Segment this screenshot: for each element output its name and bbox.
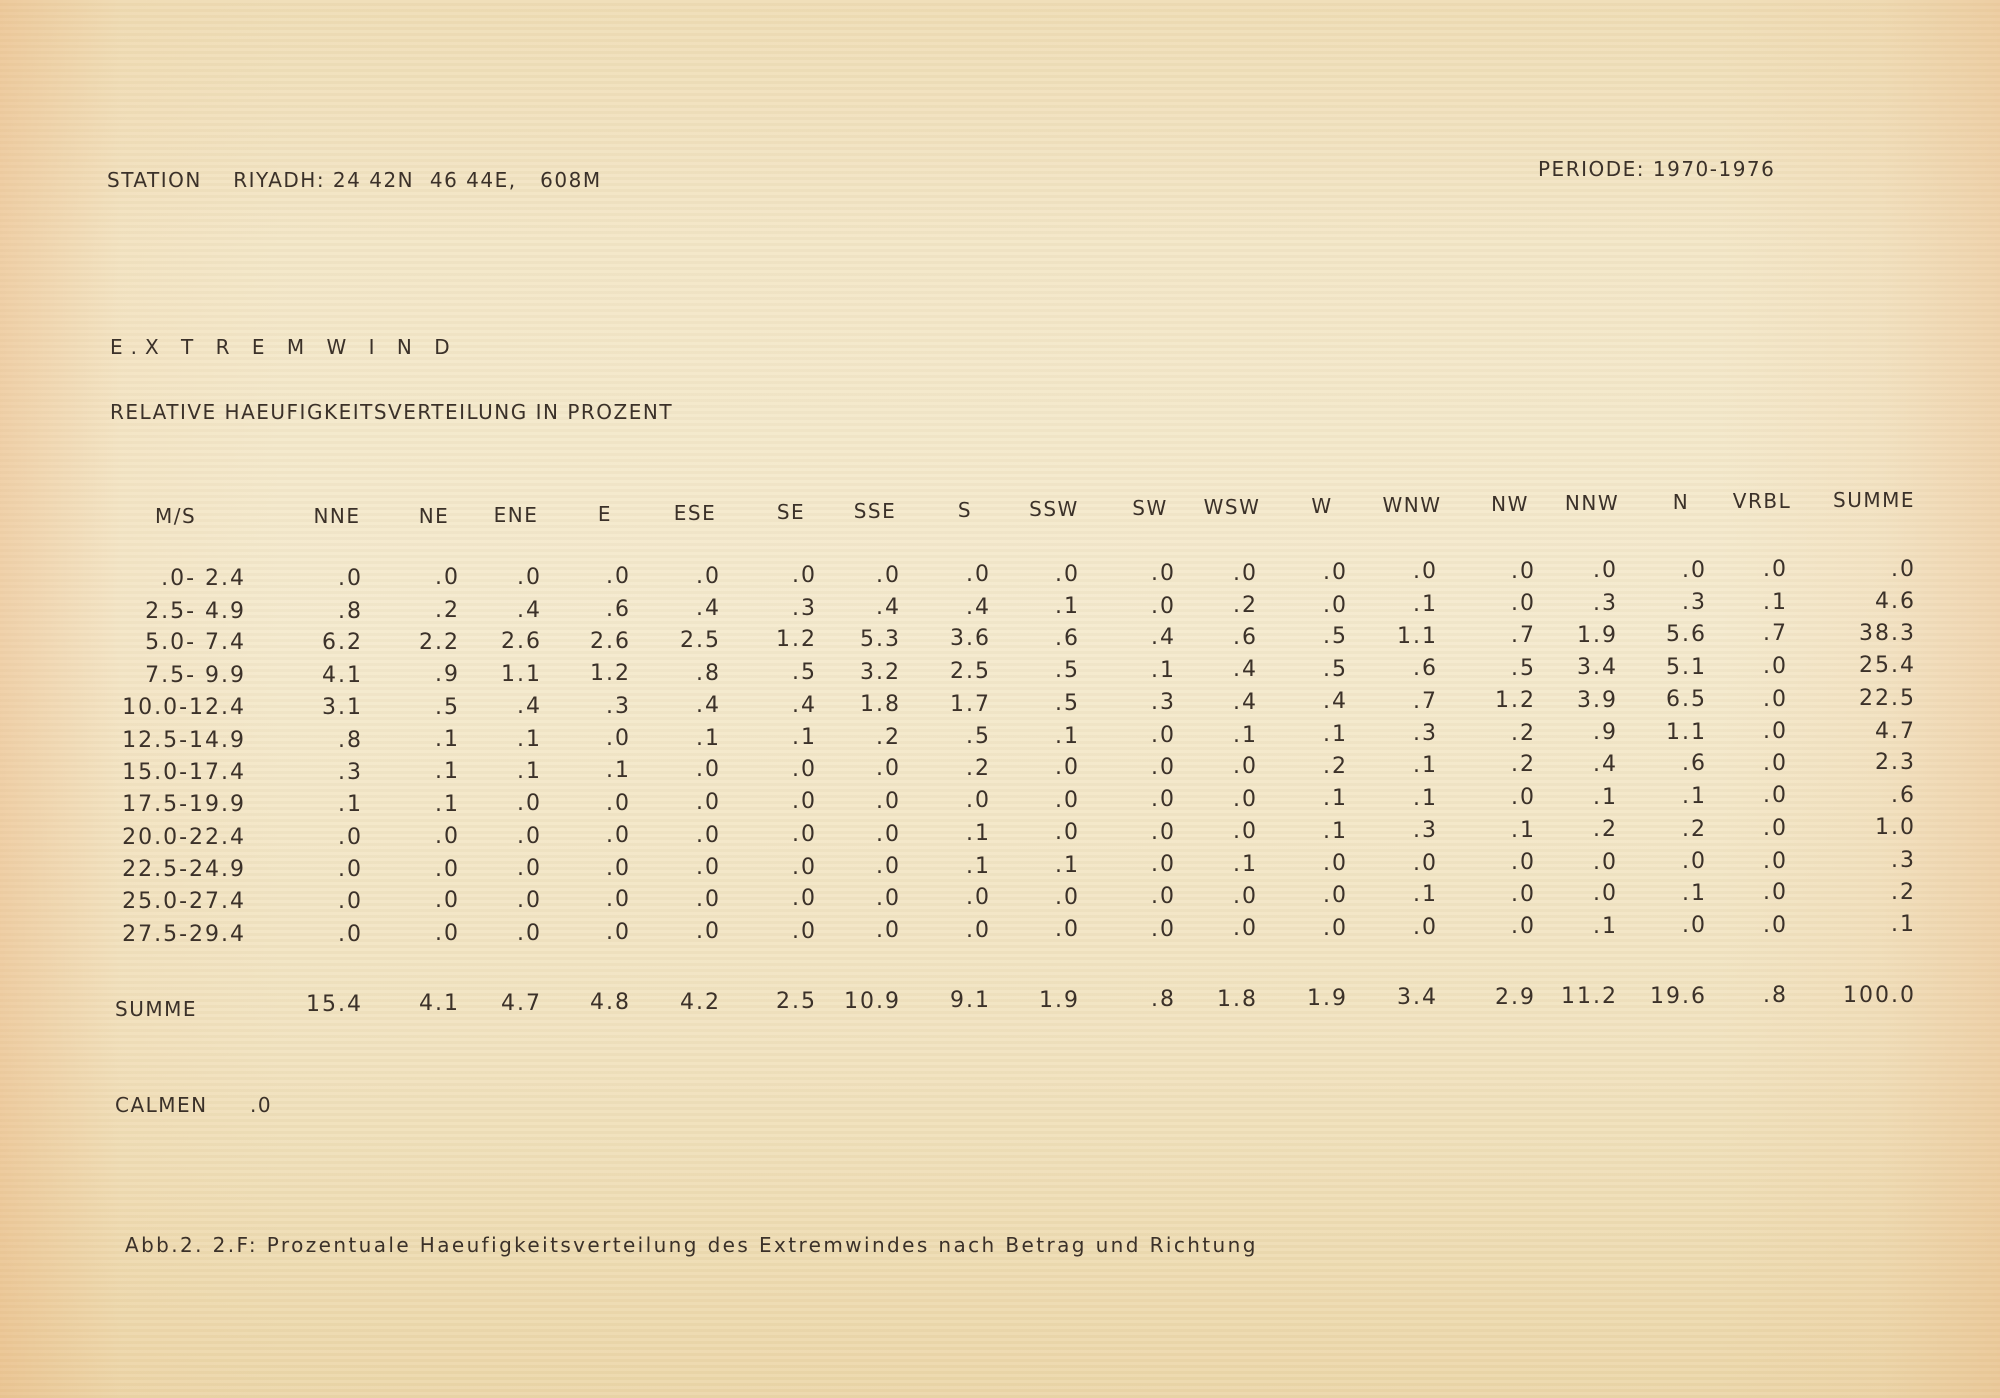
table-cell: .0 (792, 919, 817, 944)
table-cell: 3.1 (322, 695, 363, 720)
table-cell: .0 (435, 857, 460, 882)
table-cell: 2.2 (419, 630, 460, 655)
table-subtitle: RELATIVE HAEUFIGKEITSVERTEILUNG IN PROZENT (110, 400, 674, 424)
summe-cell: 4.2 (680, 990, 721, 1015)
table-cell: .1 (1233, 852, 1258, 877)
table-cell: 1.1 (1666, 720, 1707, 745)
table-cell: .0 (435, 824, 460, 849)
table-cell: .0 (517, 921, 542, 946)
summe-cell: 11.2 (1561, 984, 1618, 1009)
table-cell: 3.4 (1577, 655, 1618, 680)
table-cell: .1 (1413, 882, 1438, 907)
table-cell: .1 (1323, 786, 1348, 811)
table-cell: .0 (1151, 561, 1176, 586)
table-cell: .0 (876, 563, 901, 588)
table-cell: .1 (1763, 590, 1788, 615)
table-cell: .5 (1055, 658, 1080, 683)
table-cell: .2 (435, 598, 460, 623)
table-cell: .1 (1413, 592, 1438, 617)
row-label: 2.5- 4.9 (145, 598, 246, 624)
table-cell: .0 (606, 791, 631, 816)
column-header: ESE (673, 501, 717, 525)
table-cell: .0 (1763, 557, 1788, 582)
table-cell: .0 (1511, 559, 1536, 584)
station-line: STATION RIYADH: 24 42N 46 44E, 608M (107, 168, 602, 192)
table-cell: 5.6 (1666, 622, 1707, 647)
table-cell: .0 (1233, 819, 1258, 844)
table-cell: .0 (1151, 755, 1176, 780)
table-cell: .0 (1151, 820, 1176, 845)
table-cell: .1 (1055, 724, 1080, 749)
table-cell: .0 (696, 564, 721, 589)
table-cell: .0 (1233, 916, 1258, 941)
column-header: E (597, 502, 613, 526)
table-cell: .1 (435, 727, 460, 752)
table-cell: .2 (1593, 817, 1618, 842)
table-cell: .1 (1055, 853, 1080, 878)
table-cell: .0 (876, 756, 901, 781)
table-cell: .8 (338, 599, 363, 624)
table-cell: .0 (606, 887, 631, 912)
table-cell: .1 (696, 726, 721, 751)
table-cell: .0 (966, 885, 991, 910)
calmen-label: CALMEN (115, 1093, 208, 1117)
table-cell: .4 (696, 596, 721, 621)
table-cell: .0 (792, 789, 817, 814)
table-cell: .2 (1891, 880, 1916, 905)
table-cell: .0 (1055, 755, 1080, 780)
table-cell: 1.2 (1495, 688, 1536, 713)
table-cell: .4 (696, 693, 721, 718)
column-header: NNW (1564, 491, 1620, 515)
column-header: SW (1132, 496, 1168, 520)
table-cell: .0 (1763, 719, 1788, 744)
summe-cell: 4.1 (419, 991, 460, 1016)
table-cell: .0 (606, 920, 631, 945)
row-label: 15.0-17.4 (122, 759, 246, 785)
summe-cell: 100.0 (1843, 983, 1916, 1008)
table-cell: .1 (1323, 722, 1348, 747)
table-cell: .3 (792, 596, 817, 621)
table-cell: .5 (435, 695, 460, 720)
summe-cell: 1.9 (1039, 988, 1080, 1013)
table-cell: 2.3 (1875, 750, 1916, 775)
summe-cell: 1.9 (1307, 986, 1348, 1011)
summe-cell: 19.6 (1650, 984, 1707, 1009)
summe-label: SUMME (115, 997, 197, 1021)
table-cell: .5 (1323, 657, 1348, 682)
table-cell: .2 (1233, 593, 1258, 618)
table-cell: .1 (1413, 786, 1438, 811)
table-cell: 25.4 (1859, 653, 1916, 678)
table-cell: .0 (966, 562, 991, 587)
table-cell: .0 (876, 822, 901, 847)
table-cell: .0 (435, 565, 460, 590)
table-cell: .1 (1682, 784, 1707, 809)
table-cell: 1.2 (590, 661, 631, 686)
table-cell: .6 (1682, 751, 1707, 776)
table-cell: .2 (876, 725, 901, 750)
table-cell: 1.2 (776, 627, 817, 652)
table-cell: .7 (1413, 689, 1438, 714)
table-cell: .0 (1763, 783, 1788, 808)
table-cell: .1 (1413, 753, 1438, 778)
table-cell: .9 (1593, 720, 1618, 745)
table-cell: .0 (1151, 852, 1176, 877)
table-cell: .1 (1151, 658, 1176, 683)
row-label: 7.5- 9.9 (145, 662, 246, 688)
column-header: WNW (1382, 493, 1442, 517)
table-cell: .0 (517, 791, 542, 816)
table-cell: .0 (792, 886, 817, 911)
table-cell: .0 (1151, 787, 1176, 812)
table-cell: .1 (435, 792, 460, 817)
summe-cell: 2.5 (776, 989, 817, 1014)
table-cell: .0 (1151, 884, 1176, 909)
table-cell: .0 (1151, 723, 1176, 748)
table-cell: .1 (517, 759, 542, 784)
table-cell: .0 (435, 888, 460, 913)
table-cell: .0 (696, 823, 721, 848)
column-header: SUMME (1833, 488, 1915, 512)
row-label: 12.5-14.9 (122, 728, 246, 753)
table-cell: 1.8 (860, 692, 901, 717)
table-cell: .2 (1511, 752, 1536, 777)
table-cell: 1.1 (501, 662, 542, 687)
table-cell: 2.5 (680, 628, 721, 653)
table-cell: .0 (696, 790, 721, 815)
table-cell: .0 (1763, 880, 1788, 905)
table-cell: .6 (1891, 783, 1916, 808)
table-cell: 4.1 (322, 663, 363, 688)
table-cell: .0 (1763, 687, 1788, 712)
table-cell: .0 (1891, 557, 1916, 582)
table-cell: .5 (1323, 624, 1348, 649)
table-cell: .0 (1511, 882, 1536, 907)
table-cell: .0 (517, 856, 542, 881)
table-cell: .4 (517, 694, 542, 719)
table-cell: 1.9 (1577, 623, 1618, 648)
table-cell: .0 (1323, 593, 1348, 618)
table-cell: .0 (606, 856, 631, 881)
column-header: NW (1491, 492, 1529, 516)
table-cell: .0 (606, 726, 631, 751)
table-cell: .2 (1511, 721, 1536, 746)
table-cell: .0 (1593, 850, 1618, 875)
table-cell: .9 (435, 662, 460, 687)
table-cell: .0 (696, 887, 721, 912)
table-cell: .0 (792, 822, 817, 847)
summe-cell: .8 (1763, 983, 1788, 1008)
table-cell: .8 (338, 728, 363, 753)
table-cell: .0 (1413, 915, 1438, 940)
table-cell: 5.3 (860, 627, 901, 652)
table-cell: .0 (1323, 560, 1348, 585)
table-cell: 1.0 (1875, 815, 1916, 840)
column-header: N (1672, 490, 1690, 514)
table-cell: .0 (1682, 913, 1707, 938)
table-cell: 6.5 (1666, 687, 1707, 712)
summe-cell: 10.9 (844, 989, 901, 1014)
table-cell: 2.6 (501, 629, 542, 654)
column-header: S (957, 498, 973, 522)
table-cell: .0 (1763, 913, 1788, 938)
table-cell: .0 (517, 888, 542, 913)
table-cell: .8 (696, 661, 721, 686)
table-cell: .0 (1413, 559, 1438, 584)
table-cell: .0 (1151, 594, 1176, 619)
table-cell: .0 (696, 757, 721, 782)
summe-cell: 4.7 (501, 991, 542, 1016)
table-cell: .1 (1593, 914, 1618, 939)
table-cell: .1 (1233, 723, 1258, 748)
table-cell: .1 (792, 725, 817, 750)
table-cell: .0 (876, 886, 901, 911)
row-label: 5.0- 7.4 (145, 630, 246, 656)
table-cell: .3 (1413, 721, 1438, 746)
table-cell: 3.2 (860, 660, 901, 685)
table-cell: .0 (1511, 850, 1536, 875)
table-cell: .0 (1055, 562, 1080, 587)
table-cell: .0 (966, 788, 991, 813)
periode-line: PERIODE: 1970-1976 (1538, 157, 1776, 181)
table-cell: .4 (1233, 690, 1258, 715)
table-cell: .0 (1323, 916, 1348, 941)
table-cell: 6.2 (322, 630, 363, 655)
row-label: 27.5-29.4 (122, 921, 246, 947)
row-label: 10.0-12.4 (122, 695, 246, 721)
table-cell: .0 (1682, 849, 1707, 874)
table-cell: .0 (1763, 751, 1788, 776)
table-cell: .6 (1413, 656, 1438, 681)
table-cell: .0 (1055, 885, 1080, 910)
table-cell: .1 (1891, 912, 1916, 937)
column-header: SSE (853, 499, 897, 523)
column-header: SE (776, 500, 806, 524)
table-cell: .0 (792, 563, 817, 588)
row-label: 20.0-22.4 (122, 824, 246, 850)
table-cell: .0 (1055, 788, 1080, 813)
table-cell: .0 (696, 855, 721, 880)
table-cell: .0 (1763, 654, 1788, 679)
row-label: .0- 2.4 (161, 566, 246, 591)
table-cell: .0 (517, 565, 542, 590)
table-cell: 22.5 (1859, 686, 1916, 711)
table-cell: .0 (338, 889, 363, 914)
table-cell: .0 (1151, 917, 1176, 942)
table-cell: .0 (517, 824, 542, 849)
table-cell: .3 (1682, 590, 1707, 615)
table-cell: .0 (966, 918, 991, 943)
column-header: WSW (1203, 495, 1261, 519)
table-cell: .1 (1593, 785, 1618, 810)
table-cell: .3 (338, 760, 363, 785)
table-cell: .0 (1413, 851, 1438, 876)
table-cell: .4 (1593, 752, 1618, 777)
figure-caption: Abb.2. 2.F: Prozentuale Haeufigkeitsverteilung des Extremwindes nach Betrag und Richtung (125, 1233, 1258, 1257)
table-cell: .0 (338, 922, 363, 947)
table-cell: .1 (606, 758, 631, 783)
table-cell: .1 (1682, 881, 1707, 906)
table-cell: .2 (1323, 754, 1348, 779)
table-cell: .0 (1233, 787, 1258, 812)
row-label: 17.5-19.9 (122, 792, 246, 818)
table-cell: .0 (1233, 754, 1258, 779)
row-label: 25.0-27.4 (122, 889, 246, 914)
table-cell: 3.9 (1577, 688, 1618, 713)
table-cell: .7 (1511, 623, 1536, 648)
table-cell: .0 (1055, 917, 1080, 942)
summe-cell: .8 (1151, 987, 1176, 1012)
table-cell: .3 (606, 694, 631, 719)
table-cell: .0 (606, 564, 631, 589)
table-cell: 5.1 (1666, 655, 1707, 680)
unit-header: M/S (155, 504, 197, 528)
table-cell: .0 (876, 789, 901, 814)
table-cell: .3 (1891, 848, 1916, 873)
table-cell: 38.3 (1859, 621, 1916, 646)
table-cell: .4 (1151, 625, 1176, 650)
column-header: W (1311, 494, 1333, 518)
column-header: ENE (493, 503, 539, 527)
table-cell: .0 (1323, 851, 1348, 876)
table-cell: .1 (1511, 818, 1536, 843)
column-header: NNE (313, 504, 361, 528)
column-header: SSW (1029, 497, 1079, 521)
table-cell: .3 (1151, 690, 1176, 715)
table-cell: 4.6 (1875, 589, 1916, 614)
table-cell: .1 (517, 727, 542, 752)
summe-cell: 4.8 (590, 990, 631, 1015)
table-cell: .2 (966, 756, 991, 781)
table-cell: .0 (1511, 914, 1536, 939)
table-cell: .4 (1233, 657, 1258, 682)
page-title: E.X T R E M W I N D (110, 335, 458, 359)
table-cell: .6 (1055, 626, 1080, 651)
table-cell: .0 (606, 823, 631, 848)
table-cell: 2.5 (950, 659, 991, 684)
table-cell: .0 (1593, 881, 1618, 906)
table-cell: .5 (1055, 691, 1080, 716)
table-cell: .0 (338, 857, 363, 882)
table-cell: .0 (1763, 816, 1788, 841)
table-cell: .4 (792, 693, 817, 718)
table-cell: .0 (792, 757, 817, 782)
column-header: NE (418, 504, 450, 528)
table-cell: .0 (792, 855, 817, 880)
table-cell: 4.7 (1875, 719, 1916, 744)
table-cell: .0 (1511, 591, 1536, 616)
table-cell: .4 (876, 595, 901, 620)
table-cell: 1.7 (950, 692, 991, 717)
table-cell: .1 (338, 792, 363, 817)
table-cell: .0 (876, 918, 901, 943)
row-label: 22.5-24.9 (122, 857, 246, 883)
table-cell: .5 (792, 660, 817, 685)
calmen-value: .0 (250, 1093, 273, 1117)
table-cell: .2 (1682, 817, 1707, 842)
table-cell: .1 (1055, 594, 1080, 619)
table-cell: .7 (1763, 621, 1788, 646)
table-cell: .0 (338, 825, 363, 850)
table-cell: .4 (517, 598, 542, 623)
table-cell: .0 (876, 854, 901, 879)
table-cell: .4 (966, 595, 991, 620)
table-cell: 3.6 (950, 626, 991, 651)
table-cell: .1 (966, 821, 991, 846)
table-cell: .0 (1593, 558, 1618, 583)
table-cell: .3 (1413, 818, 1438, 843)
table-cell: 2.6 (590, 629, 631, 654)
table-cell: .0 (1323, 883, 1348, 908)
table-cell: .5 (1511, 656, 1536, 681)
table-cell: .0 (1233, 884, 1258, 909)
table-cell: .0 (1055, 820, 1080, 845)
table-cell: .0 (1233, 561, 1258, 586)
table-cell: .1 (1323, 819, 1348, 844)
column-header: VRBL (1732, 489, 1792, 513)
table-cell: .1 (435, 759, 460, 784)
table-cell: .1 (966, 854, 991, 879)
table-cell: .5 (966, 724, 991, 749)
summe-cell: 9.1 (950, 988, 991, 1013)
table-cell: .4 (1323, 689, 1348, 714)
summe-cell: 1.8 (1217, 987, 1258, 1012)
table-cell: .0 (1511, 785, 1536, 810)
summe-cell: 15.4 (306, 992, 363, 1017)
table-cell: .0 (435, 921, 460, 946)
table-cell: .6 (606, 597, 631, 622)
table-cell: .0 (696, 919, 721, 944)
summe-cell: 3.4 (1397, 985, 1438, 1010)
table-cell: .0 (1763, 849, 1788, 874)
table-cell: .0 (1682, 558, 1707, 583)
table-cell: .6 (1233, 625, 1258, 650)
summe-cell: 2.9 (1495, 985, 1536, 1010)
table-cell: .3 (1593, 591, 1618, 616)
table-cell: 1.1 (1397, 624, 1438, 649)
table-cell: .0 (338, 566, 363, 591)
